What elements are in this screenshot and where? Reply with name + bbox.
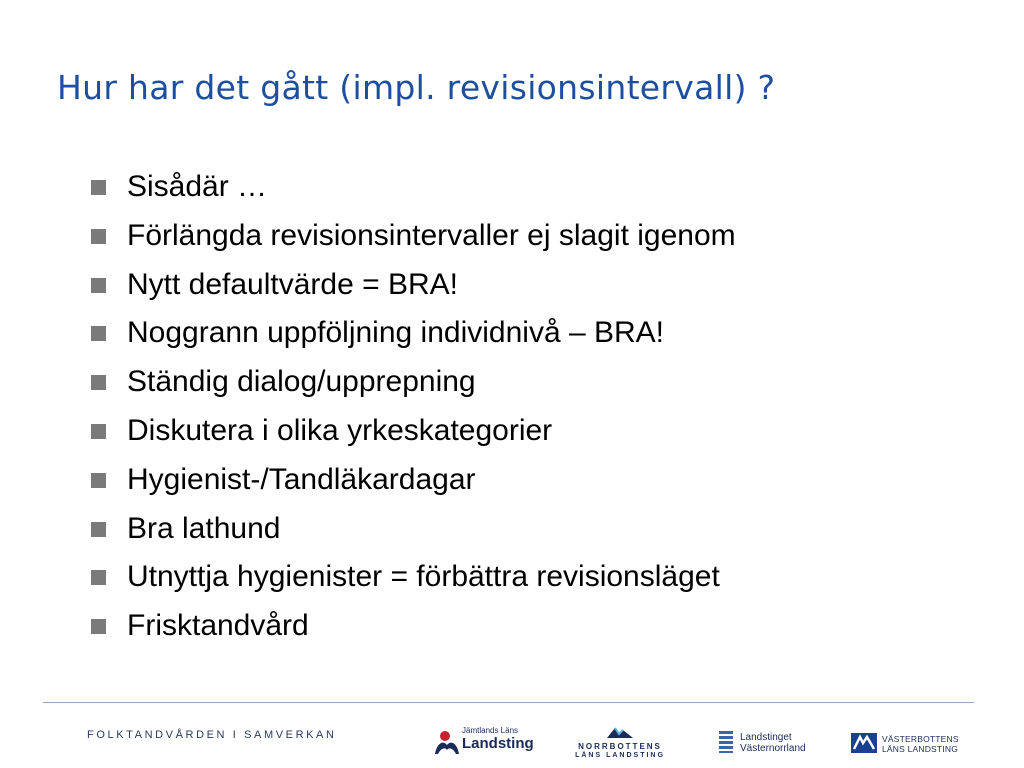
list-item [91,602,736,651]
bullet-text: Frisktandvård [127,609,309,643]
bullet-text: Nytt defaultvärde = BRA! [127,267,458,301]
norrbotten-logo [572,722,668,762]
list-item [91,505,736,554]
bullet-text: Bra lathund [127,511,281,545]
bullet-text: Ständig dialog/upprepning [127,365,476,399]
bullet-text: Utnyttja hygienister = förbättra revisionsläget [127,560,720,594]
vasternorrland-logo-line1: Landstinget [740,732,792,743]
list-item [91,456,736,505]
bullet-text: Hygienist-/Tandläkardagar [127,462,476,496]
square-bullet-icon [91,424,106,439]
jamtland-logo-big: Landsting [462,735,534,752]
square-bullet-icon [91,522,106,537]
square-bullet-icon [91,278,106,293]
vasterbotten-logo-icon [851,733,877,753]
bullet-text: Sisådär … [127,170,268,203]
slide-title: Hur har det gått (impl. revisionsintervall) ? [57,68,776,107]
jamtland-logo-icon [433,728,461,758]
footer-divider [43,702,974,703]
list-item [91,261,736,310]
square-bullet-icon [91,326,106,341]
footer-text: FOLKTANDVÅRDEN I SAMVERKAN [87,729,337,741]
square-bullet-icon [91,375,106,390]
list-item [91,212,736,261]
list-item [91,358,736,407]
vasternorrland-logo-line2: Västernorrland [740,743,806,754]
bullet-text: Diskutera i olika yrkeskategorier [127,413,553,447]
square-bullet-icon [91,180,106,195]
list-item [91,407,736,456]
vasterbotten-logo [851,722,971,762]
jamtland-logo [433,722,545,762]
bullet-text: Förlängda revisionsintervaller ej slagit igenom [127,218,736,252]
square-bullet-icon [91,229,106,244]
square-bullet-icon [91,570,106,585]
vasternorrland-logo [718,722,818,762]
list-item [91,163,736,212]
bullet-list [91,163,736,651]
vasterbotten-logo-line2: LÄNS LANDSTING [882,744,959,754]
vasterbotten-logo-line1: VÄSTERBOTTENS [882,734,959,744]
norrbotten-logo-icon [605,724,635,740]
square-bullet-icon [91,619,106,634]
bullet-text: Noggrann uppföljning individnivå – BRA! [127,316,665,350]
vasternorrland-logo-icon [718,730,734,754]
list-item [91,553,736,602]
list-item [91,309,736,358]
square-bullet-icon [91,473,106,488]
jamtland-logo-small: Jämtlands Läns [462,726,519,735]
norrbotten-logo-line1: NORRBOTTENS [578,742,662,751]
norrbotten-logo-line2: LÄNS LANDSTING [575,752,665,759]
